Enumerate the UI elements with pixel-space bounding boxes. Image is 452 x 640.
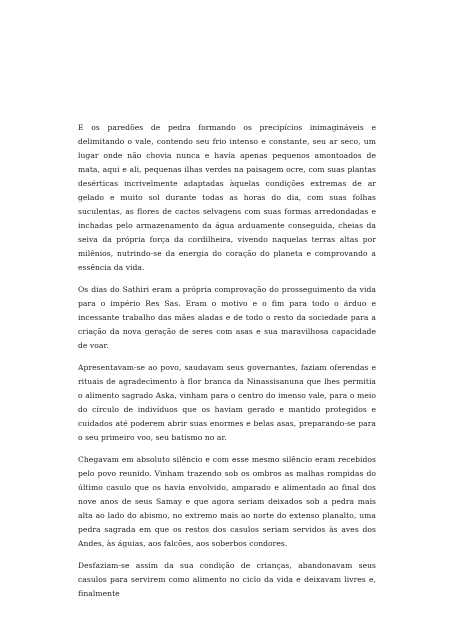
paragraph-2: Os dias do Sathiri eram a própria comprovação do prosseguimento da vida para o império Res Sas. Eram o motivo e o fim para todo o árduo e incessante trabalho das mães aladas e de todo o resto da sociedade para a criação da nova geração de seres com asas e sua maravilhosa capacidade de voar. [78,285,376,350]
paragraph-3: Apresentavam-se ao povo, saudavam seus governantes, faziam oferendas e rituais de agradecimento à flor branca da Ninassisanuna que lhes permitia o alimento sagrado Aska, vinham para o centro do imenso vale, para o meio do círculo de indivíduos que os haviam gerado e mantido protegidos e cuidados até poderem abrir suas enormes e belas asas, preparando-se para o seu primeiro voo, seu batismo no ar. [78,363,376,442]
paragraph-1: E os paredões de pedra formando os precipícios inimagináveis e delimitando o vale, contendo seu frio intenso e constante, seu ar seco, um lugar onde não chovia nunca e havia apenas pequenos amontoados de mata, aqui e ali, pequenas ilhas verdes na paisagem ocre, com suas plantas desérticas incrivelmente adaptadas àquelas condições extremas de ar gelado e muito sol durante todas as horas do dia, com suas folhas suculentas, as flores de cactos selvagens com suas formas arredondadas e inchadas pelo armazenamento da água arduamente conseguida, cheias da seiva da própria força da cordilheira, vivendo naquelas terras altas por milênios, nutrindo-se da energia do coração do planeta e comprovando a essência da vida. [78,123,376,272]
paragraph-4: Chegavam em absoluto silêncio e com esse mesmo silêncio eram recebidos pelo povo reunido. Vinham trazendo sob os ombros as malhas rompidas do último casulo que os havia envolvido, amparado e alimentado ao final dos nove anos de seus Samay e que agora seriam deixados sob a pedra mais alta ao lado do abismo, no extremo mais ao norte do extenso planalto, uma pedra sagrada em que os restos dos casulos seriam servidos às aves dos Andes, às águias, aos falcões, aos soberbos condores. [78,455,376,548]
paragraph-5: Desfaziam-se assim da sua condição de crianças, abandonavam seus casulos para servirem como alimento no ciclo da vida e deixavam livres e, finalmente [78,561,376,598]
body-text [78,121,376,609]
